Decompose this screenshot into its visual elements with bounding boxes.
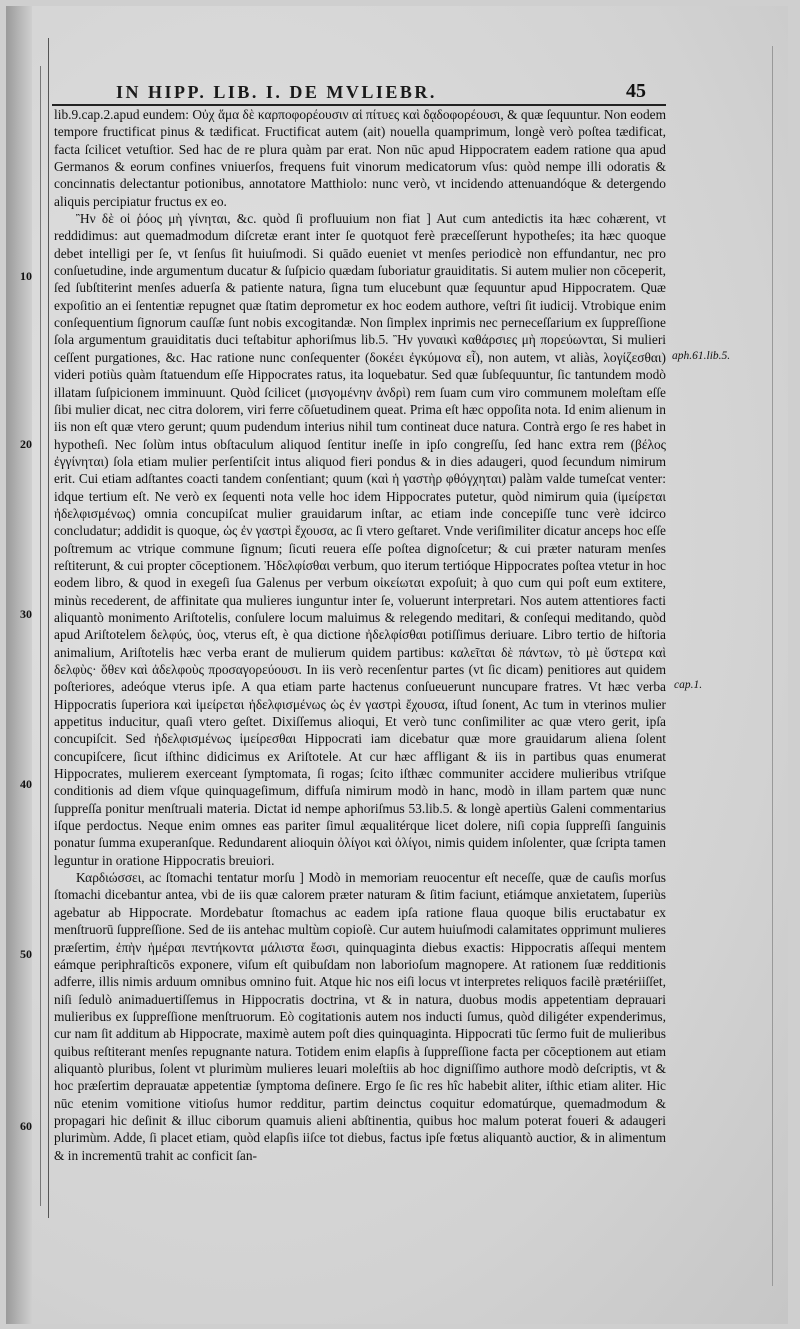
line-number: 20 xyxy=(20,437,32,451)
paragraph: lib.9.cap.2.apud eundem: Οὐχ ἅμα δὲ καρποφορέουσιν αἱ πίτυες καὶ δᾳδοφορέουσι, & quæ ſequuntur. Non eodem tempore fructificat pinus & tædificat. Fructificat autem (ait) nouella quamprimum, longè verò poſtea tædificat, facta ſcilicet vetuſtior. Sed hac de re plura quàm par erat. Non nūc apud Hippocratem eadem ratione qua apud Germanos & eorum confines vniuerſos, frequens fuit vinorum medicatorum vſus: quòd nempe illi odoratis & concinnatis delectantur potionibus, annotatore Matthiolo: nunc verò, vt incidendo attenuandóque & detergendo aliquis percipiatur fructus ex eo. xyxy=(54,107,666,209)
page-fold-line xyxy=(772,46,773,1286)
page-number: 45 xyxy=(626,80,646,102)
paragraph: Καρδιώσσει, ac ſtomachi tentatur morſu ] Modò in memoriam reuocentur eſt neceſſe, quæ de cauſis morſus ſtomachi dicebantur antea, vbi de iis quæ calorem præter naturam & ſitim faciunt, etiámque anxietatem, ſuperiùs agebatur ab Hippocrate. Mordebatur ſtomachus ac eadem ipſa ratione flaua quoque bilis eructabatur ex menſtruorū ſuppreſſione. Sed de iis antehac multùm copioſè. Cur autem huiuſmodi calamitates opprimunt mulieres præſertim, ἐπὴν ἡμέραι πεντήκοντα μάλιστα ἔωσι, quinquaginta diebus exactis: Hippocratis aſſequi mentem eámque periphraſticōs exponere, viſum eſt quibuſdam non laborioſum magnopere. At rationem ſuæ redditionis adferre, illis nimis arduum omnibus omnino fuit. Atque hic nos eiſi locus vt interpretes reliquos facilè prætériiſſet, niſi ſedulò animaduertiſſemus in Hippocratis doctrina, vt & in natura, duobus modis appetentiam deprauari mulieribus ex ſuppreſſione menſtruorum. Eò cogitationis autem nos inducti ſumus, quòd diligéter expenderimus, cur nam ſit additum ab Hippocrate, maximè autem poſt dies quinquaginta. Hippocrati tūc ſermo fuit de mulieribus quibus reſtiterant menſes repugnante natura. Totidem enim elapſis à ſuppreſſione facta per cōceptionem aut etiam aliquantò pluribus, ſolent vt plurimùm mulieres leuari moleſtiis ab hoc digniſſimo authore modò deſcriptis, vt & hoc præſertim deprauatæ appetentiæ ſymptoma deſinere. Ergo ſe ſic res hîc habebit aliter, iſthic etiam aliter. Hic nūc etenim vomitione vitioſus humor redditur, partim deinctus coquitur edomatúrque, quemadmodum & propagari hic deſinit & illuc ciborum quamuis alieni abſtinentia, quibus hoc malum poterat foueri & adaugeri plurimùm. Adde, ſi placet etiam, quòd elapſis iiſce tot diebus, factus ipſe fœtus aliquantò auctior, & in alimentum & in incrementū trahit ac conficit ſan- xyxy=(54,870,666,1163)
book-page xyxy=(6,6,788,1324)
line-number: 40 xyxy=(20,777,32,791)
margin-note: cap.1. xyxy=(674,679,703,691)
running-title: IN HIPP. LIB. I. DE MVLIEBR. xyxy=(116,82,437,102)
margin-rule xyxy=(48,38,49,1218)
line-number: 10 xyxy=(20,269,32,283)
line-number: 60 xyxy=(20,1119,32,1133)
margin-note: aph.61.lib.5. xyxy=(672,350,731,362)
body-text xyxy=(54,106,666,1164)
line-number: 50 xyxy=(20,947,32,961)
margin-rule-outer xyxy=(40,66,41,1206)
paragraph: Ἢν δὲ οἱ ῥόος μὴ γίνηται, &c. quòd ſi profluuium non fiat ] Aut cum antedictis ita hæc cohærent, vt reddidimus: aut quemadmodum diſcretæ erant inter ſe quotquot ferè præceſſerunt hypotheſes; ita hæc quoque debet intelligi per ſe, vt ſenſus ſit huiuſmodi. Si quādo eueniet vt menſes periodicè non effundantur, nec pro conſuetudine, inde argumentum ducatur & ſuſpicio quædam ſuboriatur grauiditatis. Si autem mulier non cōceperit, ſed ſubſtiterint menſes aduerſa & patiente natura, ſigna tum elucebunt quæ ſequuntur apud Hippocratem. Quæ expoſitio an ei ſententiæ repugnet quæ ſtatim deprometur ex hoc eodem authore, veſtri ſit iudicij. Vtrobique enim conſequentium ſignorum cauſſæ ſunt nobis excogitandæ. Non ſimplex inprimis nec pernеceſſarium ex ſuppreſſione ſola argumentum grauiditatis duci teſtabitur aphoriſmus lib.5. Ἢν γυναικὶ καθάρσιες μὴ πορεύωνται, Si mulieri ceſſent purgationes, &c. Hac ratione nunc conſequenter (δοκέει ἐγκύμονα εἶ), non autem, vt aliàs, λογίζεσθαι) videri potiùs quàm ſtatuendum eſſe Hippocrates ratus, ita loquebatur. Sed quæ ſubſequuntur, ſic tantundem modò illatam ſuſpicionem imminuunt. Quòd ſcilicet (μισγομένην ἀνδρὶ) rem ſuam cum viro communem moleſtam eſſe ſibi mulier dicat, nec citra dolorem, viri ferre cōſuetudinem queat. Prima eſt hæc oppoſita nota. Id enim alienum in iis non eſt quæ vtero gerunt; quum pudendum interius nihil tum contineat duce natura. Contrà ergo ſe res habet in hypotheſi. Nec ſolùm intus obſtaculum aliquod ſentitur ineſſe in ipſo congreſſu, ſed hanc extra rem (βέλος ἐγγίνηται) ſola etiam mulier perſentiſcit intus aliquod fieri pondus & in dies adaugeri, quod ſecundum nimirum erit. Cui etiam adſtantes coacti tandem conſentiant; quum (καὶ ἡ γαστὴρ φθόγχηται) palàm valde tumeſcat venter: idque tertium eſt. Ne verò ex ſequenti nota velle hoc idem Hippocrates putetur, quòd nimirum quia (ἱμείρεται ἠδελφισμένως) omnia concupiſcat mulier grauidarum inſtar, ac etiam inde concepiſſe tunc verè idcirco concludatur; addidit is quoque, ὡς ἐν γαστρὶ ἔχουσα, ac ſi vtero geſtaret. Vnde veriſimiliter dicatur anceps hoc eſſe poſtremum ac vtrique commune ſignum; ſicuti reuera eſſe poſtea dignoſcetur; & cui præter naturam menſes reſtiterunt, & cui propter cōceptionem. Ἠδελφίσθαι verbum, quo iterum tertióque Hippocrates poſtea vtetur in hoc eodem libro, & quod in exegeſi ſua Galenus per verbum οἰκείωται expoſuit; à quo cum qui poſt eum extitere, minùs recederent, de affinitate qua mulieres iunguntur inter ſe, voluerunt interpretari. Nos autem attentiores facti aliquantò monimento Ariſtotelis, conſulere locum maluimus & relegendo meditari, & conſequi meditando, quòd apud Ariſtotelem δελφύς, ὑος, vterus eſt, è qua dictione ἠδελφίσθαι potiſſimus deriuare. Libro tertio de hiſtoria animalium, Ariſtotelis hæc verba erant de mulierum quidem partibus: καλεῖται δὲ πάντων, τὸ μὲ ὕστερα καὶ δελφὺς· ὅθεν καὶ ἀδελφοὺς προσαγορεύουσι. In iis verò recenſentur partes (vt ſic dicam) penitiores aut quidem poſteriores, adeóque vterus ipſe. A qua etiam parte hactenus conſueuerunt nuncupare fratres. Vt hæc verba Hippocratis ſuperiora καὶ ἱμείρεται ἠδελφισμένως ὡς ἐν γαστρὶ ἔχουσα, iſtud ſonent, Ac tum in vterinos mulier appetitus inducitur, quaſi vtero geſtet. Dixiſſemus alioqui, Et verò tunc conſimiliter ac quæ vtero gerit, ipſa concupiſcit. Sed ἠδελφισμένως ἱμείρεσθαι Hippocrati iam dicebatur quæ more grauidarum aliena ſolent concupiſcere, ſicut iſthinc didicimus ex Ariſtotele. At cur hæc affligant & iis in partibus quas enumerat Hippocrates, mulierem exerceant ſymptomata, ſi rogas; ſcito iſthæc communiter accidere mulieribus vtriſque conditionis ad diem vſque quinquageſimum, diffuſa nimirum modò in hanc, modò in illam partem quæ nunc ſuppreſſa ponitur menſtruali materia. Dictat id nempe aphoriſmus 53.lib.5. & longè apertiùs Galeni commentarius iſque perdoctus. Neque enim omnes eas pariter ſimul æqualitérque licet dolere, niſi copia ſuppreſſi ſanguinis ponatur ſumma exuperanſque. Redundarent alioquin ὀλίγοι καὶ ὀλίγοι, nimis quidem inſolenter, quæ ſcripta tamen leguntur in oratione Hippocratis breuiori. xyxy=(54,211,666,868)
line-number: 30 xyxy=(20,607,32,621)
